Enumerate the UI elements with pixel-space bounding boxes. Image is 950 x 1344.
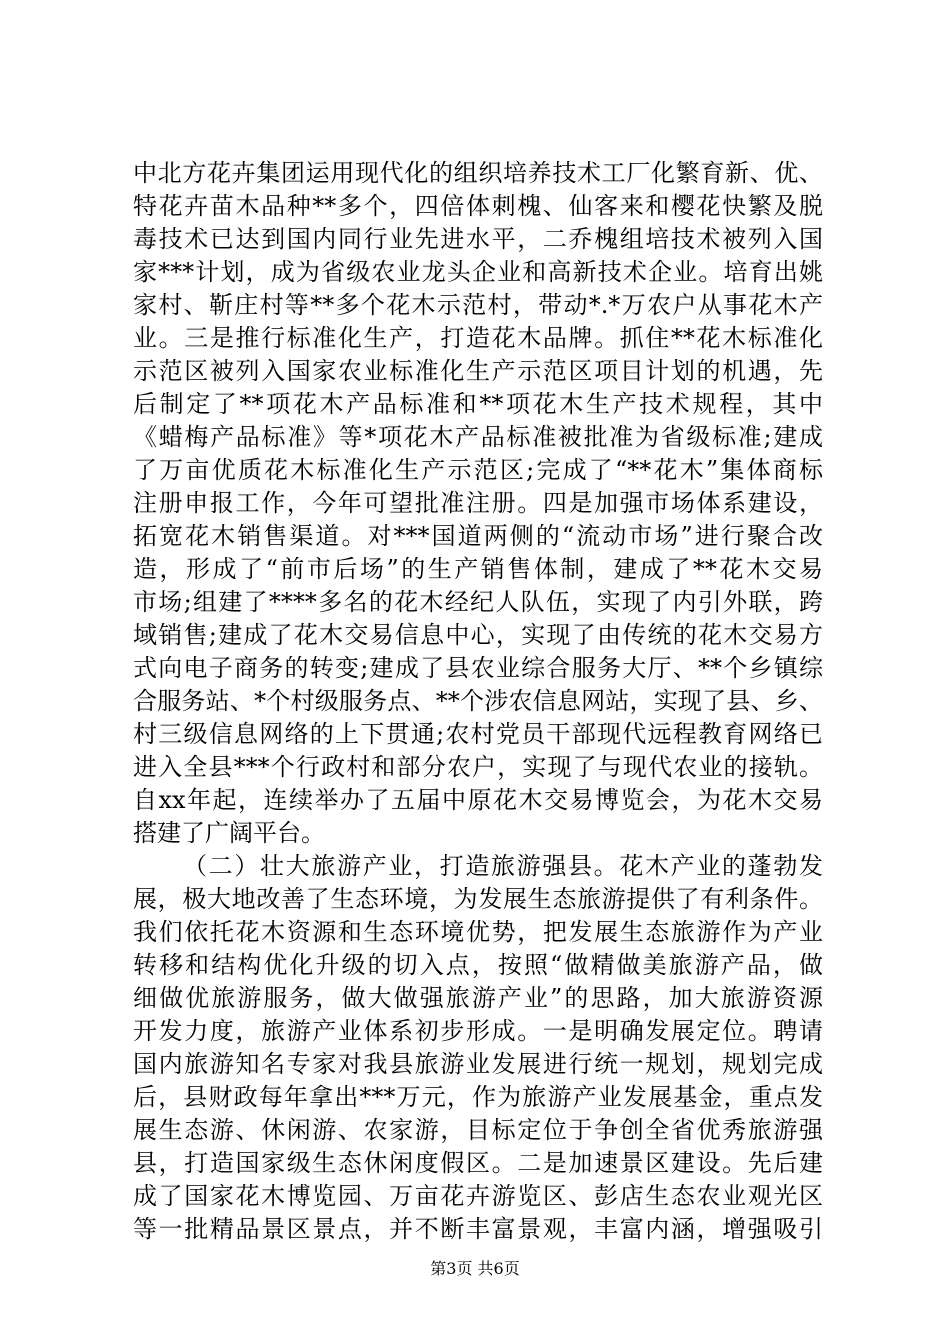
text-line: 业。三是推行标准化生产，打造花木品牌。抓住**花木标准化 bbox=[133, 324, 823, 352]
text-line: 后制定了**项花木产品标准和**项花木生产技术规程，其中 bbox=[133, 390, 823, 418]
paragraph-first-line: （二）壮大旅游产业，打造旅游强县。花木产业的蓬勃发 bbox=[183, 852, 823, 880]
page-number-footer: 第3页 共6页 bbox=[430, 1259, 520, 1278]
text-line: 了万亩优质花木标准化生产示范区;完成了“**花木”集体商标 bbox=[133, 456, 823, 484]
text-line: 造，形成了“前市后场”的生产销售体制，建成了**花木交易 bbox=[133, 555, 823, 583]
text-line: 家***计划，成为省级农业龙头企业和高新技术企业。培育出姚 bbox=[133, 258, 823, 286]
text-line: 毒技术已达到国内同行业先进水平，二乔槐组培技术被列入国 bbox=[133, 225, 823, 253]
text-line: 展，极大地改善了生态环境，为发展生态旅游提供了有利条件。 bbox=[133, 885, 823, 913]
text-line: 域销售;建成了花木交易信息中心，实现了由传统的花木交易方 bbox=[133, 621, 823, 649]
text-line: 市场;组建了****多名的花木经纪人队伍，实现了内引外联，跨 bbox=[133, 588, 823, 616]
text-line: 自xx年起，连续举办了五届中原花木交易博览会，为花木交易 bbox=[133, 786, 823, 814]
text-line: 开发力度，旅游产业体系初步形成。一是明确发展定位。聘请 bbox=[133, 1017, 823, 1045]
text-line: 后，县财政每年拿出***万元，作为旅游产业发展基金，重点发 bbox=[133, 1083, 823, 1111]
text-line: 我们依托花木资源和生态环境优势，把发展生态旅游作为产业 bbox=[133, 918, 823, 946]
text-line: 示范区被列入国家农业标准化生产示范区项目计划的机遇，先 bbox=[133, 357, 823, 385]
text-line: 进入全县***个行政村和部分农户，实现了与现代农业的接轨。 bbox=[133, 753, 823, 781]
text-line: 县，打造国家级生态休闲度假区。二是加速景区建设。先后建 bbox=[133, 1149, 823, 1177]
text-line: 注册申报工作，今年可望批准注册。四是加强市场体系建设， bbox=[133, 489, 823, 517]
text-line: 细做优旅游服务，做大做强旅游产业”的思路，加大旅游资源 bbox=[133, 984, 823, 1012]
text-line: 中北方花卉集团运用现代化的组织培养技术工厂化繁育新、优、 bbox=[133, 159, 823, 187]
text-line: 家村、靳庄村等**多个花木示范村，带动*.*万农户从事花木产 bbox=[133, 291, 823, 319]
text-line: 《蜡梅产品标准》等*项花木产品标准被批准为省级标准;建成 bbox=[133, 423, 823, 451]
text-line: 拓宽花木销售渠道。对***国道两侧的“流动市场”进行聚合改 bbox=[133, 522, 823, 550]
text-line: 式向电子商务的转变;建成了县农业综合服务大厅、**个乡镇综 bbox=[133, 654, 823, 682]
text-line: 国内旅游知名专家对我县旅游业发展进行统一规划，规划完成 bbox=[133, 1050, 823, 1078]
text-line: 合服务站、*个村级服务点、**个涉农信息网站，实现了县、乡、 bbox=[133, 687, 823, 715]
text-line: 村三级信息网络的上下贯通;农村党员干部现代远程教育网络已 bbox=[133, 720, 823, 748]
text-line: 成了国家花木博览园、万亩花卉游览区、彭店生态农业观光区 bbox=[133, 1182, 823, 1210]
text-line: 特花卉苗木品种**多个，四倍体刺槐、仙客来和樱花快繁及脱 bbox=[133, 192, 823, 220]
text-line: 展生态游、休闲游、农家游，目标定位于争创全省优秀旅游强 bbox=[133, 1116, 823, 1144]
text-line: 转移和结构优化升级的切入点，按照“做精做美旅游产品，做 bbox=[133, 951, 823, 979]
text-line: 搭建了广阔平台。 bbox=[133, 819, 325, 847]
text-line: 等一批精品景区景点，并不断丰富景观，丰富内涵，增强吸引 bbox=[133, 1215, 823, 1243]
